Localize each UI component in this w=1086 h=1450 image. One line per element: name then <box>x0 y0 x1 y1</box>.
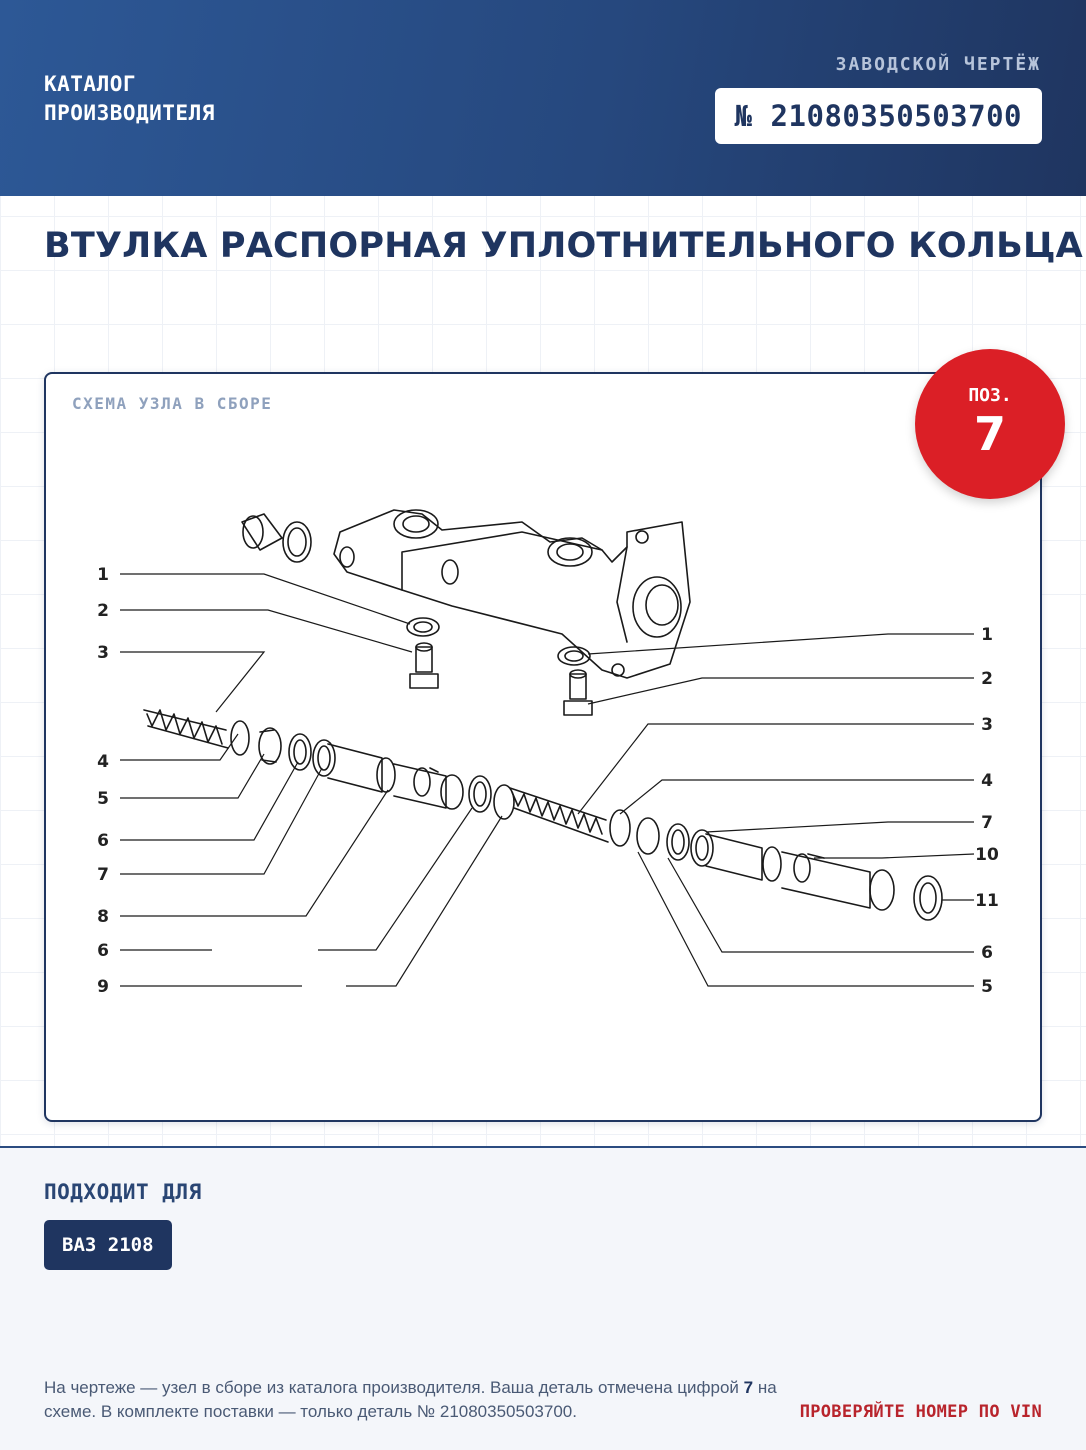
callout-left: 9 <box>97 977 109 997</box>
callout-right: 1 <box>981 625 993 645</box>
callout-left: 7 <box>97 865 109 885</box>
stop-bolt-right <box>564 670 592 715</box>
header-banner <box>0 0 1086 196</box>
callout-right: 7 <box>981 813 993 833</box>
diagram-card <box>44 372 1042 1122</box>
callout-right: 6 <box>981 943 993 963</box>
part-number-box: № 21080350503700 <box>715 88 1042 144</box>
callout-left: 3 <box>97 643 109 663</box>
catalog-label: КАТАЛОГ ПРОИЗВОДИТЕЛЯ <box>44 72 215 125</box>
fits-label: ПОДХОДИТ ДЛЯ <box>44 1180 202 1204</box>
callouts-left <box>97 565 109 997</box>
piston-primary <box>328 744 463 809</box>
assembly-drawing <box>46 374 1040 1120</box>
callout-left: 5 <box>97 789 109 809</box>
callout-right: 5 <box>981 977 993 997</box>
piston-secondary <box>706 834 894 910</box>
vehicle-chip[interactable]: ВАЗ 2108 <box>44 1220 172 1270</box>
footnote-text: На чертеже — узел в сборе из каталога производителя. Ваша деталь отмечена цифрой <box>44 1378 744 1397</box>
callout-left: 8 <box>97 907 109 927</box>
vin-check-note: ПРОВЕРЯЙТЕ НОМЕР ПО VIN <box>799 1402 1042 1422</box>
drawing-caption: ЗАВОДСКОЙ ЧЕРТЁЖ <box>835 54 1041 75</box>
position-label: ПОЗ. <box>968 385 1012 406</box>
page-title: ВТУЛКА РАСПОРНАЯ УПЛОТНИТЕЛЬНОГО КОЛЬЦА <box>44 226 1083 266</box>
footnote-text-end: на схеме. В комплекте поставки — только деталь № 21080350503700. <box>44 1378 777 1421</box>
callout-right: 4 <box>981 771 993 791</box>
callout-right: 2 <box>981 669 993 689</box>
callout-left: 4 <box>97 752 109 772</box>
callout-right: 3 <box>981 715 993 735</box>
callout-left: 2 <box>97 601 109 621</box>
diagram-label: СХЕМА УЗЛА В СБОРЕ <box>72 394 273 413</box>
leader-lines <box>120 574 974 986</box>
callout-left: 1 <box>97 565 109 585</box>
callout-left: 6 <box>97 941 109 961</box>
position-number: 7 <box>973 407 1006 461</box>
plug-drawing <box>242 514 311 562</box>
footnote <box>44 1376 804 1424</box>
position-badge <box>915 349 1065 499</box>
callouts-right <box>975 625 999 997</box>
footer-panel <box>0 1146 1086 1450</box>
callout-right: 10 <box>975 845 999 865</box>
callout-left: 6 <box>97 831 109 851</box>
callout-right: 11 <box>975 891 999 911</box>
stop-bolt-left <box>410 643 438 688</box>
footnote-number: 7 <box>743 1378 754 1397</box>
cylinder-body-drawing <box>334 510 690 678</box>
